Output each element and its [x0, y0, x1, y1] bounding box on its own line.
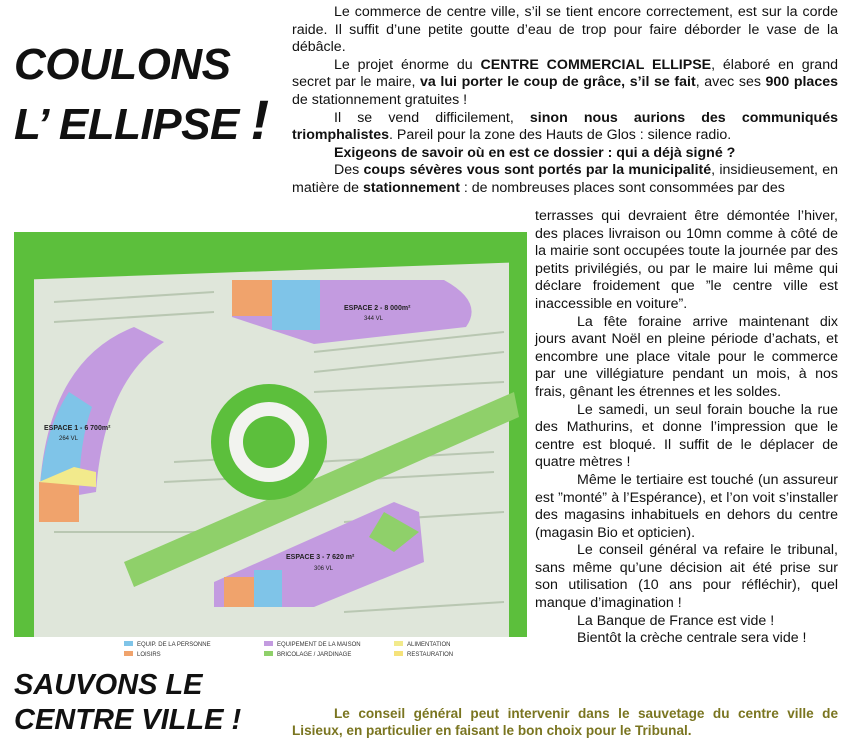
plan-green-right	[509, 232, 527, 662]
legend-swatch-restauration	[394, 651, 403, 656]
legend-swatch-loisirs	[124, 651, 133, 656]
paragraph-7: Le samedi, un seul forain bouche la rue des Mathurins, et donne l’impression que le centre est bloqué. Il suffit de le déplacer de quatre mètres !	[535, 401, 838, 471]
subheadline-line-1: SAUVONS LE	[14, 669, 203, 701]
article-column-right	[535, 208, 838, 648]
headline-line-1: COULONS	[14, 40, 231, 89]
plan-label-espace-1: ESPACE 1 - 6 700m²	[44, 425, 111, 432]
headline	[14, 40, 269, 152]
subheadline-line-2: CENTRE VILLE !	[14, 704, 242, 737]
legend-label-personne: EQUIP. DE LA PERSONNE	[137, 642, 211, 648]
paragraph-11: Bientôt la crèche centrale sera vide !	[577, 630, 807, 647]
paragraph-4: Exigeons de savoir où en est ce dossier : qui a déjà signé ?	[334, 144, 736, 161]
plan-label-espace-3: ESPACE 3 - 7 620 m²	[286, 554, 355, 561]
legend-swatch-personne	[124, 641, 133, 646]
legend-swatch-maison	[264, 641, 273, 646]
paragraph-2: Le projet énorme du CENTRE COMMERCIAL ELLIPSE, élaboré en grand secret par le maire, va lui porter le coup de grâce, s’il se fait, avec ses 900 places de stationnement gratuites !	[292, 56, 838, 108]
legend-label-maison: EQUIPEMENT DE LA MAISON	[277, 642, 361, 648]
plan-label-espace-2: ESPACE 2 - 8 000m²	[344, 305, 411, 312]
paragraph-6: La fête foraine arrive maintenant dix jours avant Noël en pleine période d’achats, et encombre une place vitale pour le commerce par une villégiature pendant un mois, à nos frais, gênant les étrennes et les soldes.	[535, 313, 838, 400]
plan-green-left	[14, 232, 34, 662]
plan-legend-strip	[14, 637, 527, 662]
plan-label-espace-1-vl: 264 VL	[59, 436, 79, 442]
legend-label-restauration: RESTAURATION	[407, 652, 454, 658]
article-column-top	[292, 4, 838, 198]
plan-label-espace-3-vl: 306 VL	[314, 566, 334, 572]
headline-line-2: L’ ELLIPSE	[14, 100, 239, 150]
paragraph-5-continued: terrasses qui devraient être démontée l’hiver, des places livraison ou 10mn comme à côté de la mairie sont occupées toute la journée par des petits privilégiés, ou par le maire lui même qui déclare froidement que ”le centre ville est inaccessible en voiture”.	[535, 208, 838, 312]
legend-label-bricolage: BRICOLAGE / JARDINAGE	[277, 652, 352, 658]
paragraph-8: Même le tertiaire est touché (un assureur est ”monté” à l’Espérance), et l’on voit s’installer des magasins inhabituels en dehors du centre (magasin Bio et opticien).	[535, 471, 838, 541]
legend-label-loisirs: LOISIRS	[137, 652, 161, 658]
legend-label-alimentation: ALIMENTATION	[407, 642, 451, 648]
paragraph-10: La Banque de France est vide !	[577, 612, 775, 629]
paragraph-5: Des coups sévères vous sont portés par la municipalité, insidieusement, en matière de stationnement : de nombreuses places sont consommées par des	[292, 162, 839, 196]
legend-swatch-bricolage	[264, 651, 273, 656]
site-plan-image	[14, 232, 527, 662]
legend-swatch-alimentation	[394, 641, 403, 646]
headline-exclamation: !	[250, 88, 269, 152]
paragraph-1: Le commerce de centre ville, s’il se tient encore correctement, est sur la corde raide. Il suffit d’une petite goutte d’eau de trop pour faire déborder le vase de la débâcle.	[292, 4, 838, 56]
paragraph-9: Le conseil général va refaire le tribunal, sans même qu’une décision ait été prise sur son utilisation (10 ans pour réfléchir), quel manque d’imagination !	[535, 542, 838, 612]
subheadline	[14, 668, 241, 739]
paragraph-3: Il se vend difficilement, sinon nous aurions des communiqués triomphalistes. Pareil pour la zone des Hauts de Glos : silence radio.	[292, 109, 838, 144]
footer-note: Le conseil général peut intervenir dans le sauvetage du centre ville de Lisieux, en particulier en faisant le bon choix pour le Tribunal.	[292, 706, 838, 738]
plan-label-espace-2-vl: 344 VL	[364, 316, 384, 322]
